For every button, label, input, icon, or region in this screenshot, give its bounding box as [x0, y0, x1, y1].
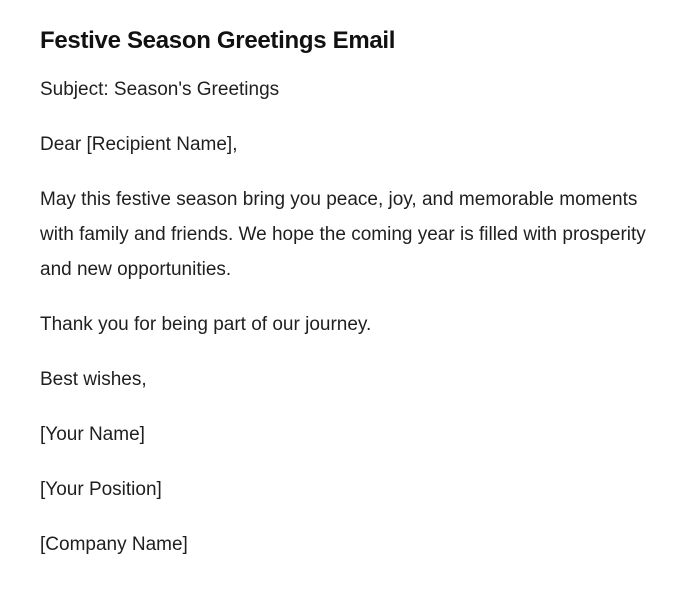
page-title: Festive Season Greetings Email: [40, 27, 396, 54]
closing-line: Best wishes,: [40, 369, 147, 390]
signature-position: [Your Position]: [40, 479, 162, 500]
salutation: Dear [Recipient Name],: [40, 134, 238, 155]
signature-company: [Company Name]: [40, 534, 188, 555]
subject-line: Subject: Season's Greetings: [40, 79, 280, 100]
body-paragraph: May this festive season bring you peace, joy, and memorable moments with family and friends. We hope the coming year is filled with prosperity and new opportunities.: [40, 189, 646, 280]
signature-name: [Your Name]: [40, 424, 145, 445]
thanks-line: Thank you for being part of our journey.: [40, 314, 372, 335]
